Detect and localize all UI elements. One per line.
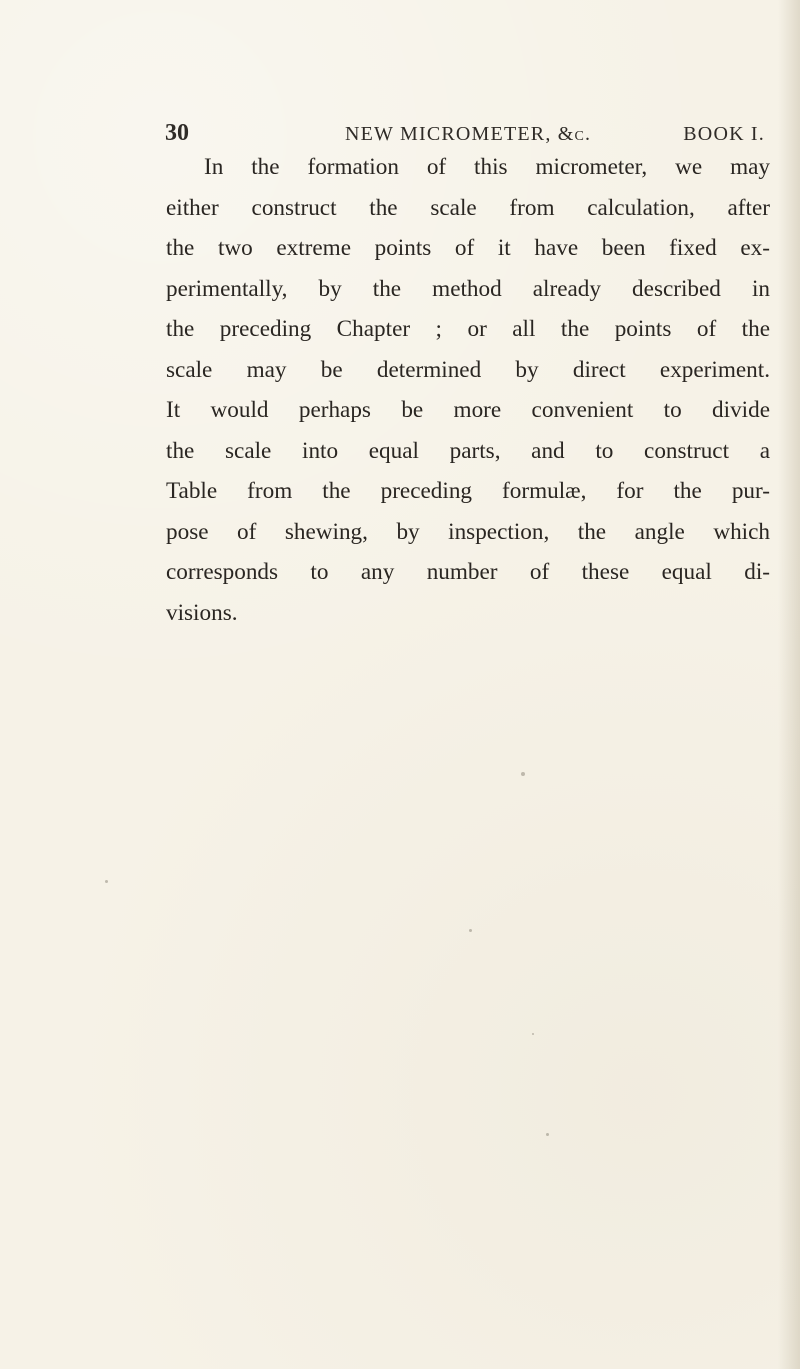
text-line: Table from the preceding formulæ, for the pur- [166,478,770,504]
text-line: perimentally, by the method already described in [166,275,770,302]
running-title: NEW MICROMETER, &c. [345,123,592,145]
text-line: visions. [166,599,238,626]
paper-speck [532,1033,534,1035]
text-line: the scale into equal parts, and to construct a [166,437,770,464]
text-line: corresponds to any number of these equal di- [166,559,770,585]
text-line: either construct the scale from calculation, after [166,194,770,221]
text-line: In the formation of this micrometer, we may [204,154,770,180]
page-edge-shadow [778,0,800,1369]
page-number: 30 [165,120,189,146]
paper-speck [105,880,108,883]
text-line: scale may be determined by direct experiment. [166,356,770,383]
text-line: the two extreme points of it have been fixed ex- [166,235,770,261]
paper-speck [546,1133,549,1136]
body-paragraph [166,147,770,633]
text-line: the preceding Chapter ; or all the points of the [166,316,770,342]
text-line: It would perhaps be more convenient to divide [166,397,770,423]
paper-speck [521,772,525,776]
paper-speck [469,929,472,932]
text-line: pose of shewing, by inspection, the angle which [166,518,770,545]
page-header [165,120,765,150]
book-label: BOOK I. [683,123,765,145]
